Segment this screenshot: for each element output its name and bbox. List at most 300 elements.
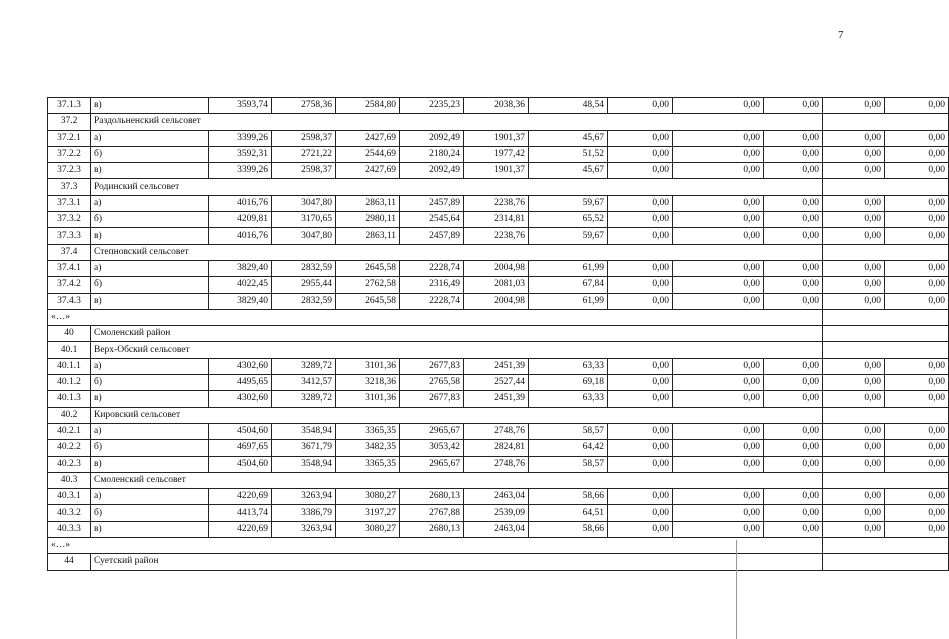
section-row [48,179,949,195]
row-label: а) [91,358,209,374]
table-cell: 0,00 [764,212,823,228]
table-cell: 3365,35 [336,456,400,472]
table-cell: 1901,37 [464,130,529,146]
section-title: Раздольненский сельсовет [91,114,823,130]
row-label: а) [91,423,209,439]
ellipsis-row [48,538,949,554]
table-cell: 0,00 [608,163,673,179]
table-cell: 59,67 [529,228,608,244]
table-cell: 2228,74 [400,293,464,309]
section-row [48,472,949,488]
table-cell: 2081,03 [464,277,529,293]
table-cell: 2863,11 [336,195,400,211]
table-cell: 2680,13 [400,521,464,537]
table-cell: 2584,80 [336,98,400,114]
table-cell: 0,00 [608,456,673,472]
row-label: в) [91,521,209,537]
table-cell: 59,67 [529,195,608,211]
table-cell: 2758,36 [272,98,336,114]
table-cell: 0,00 [823,521,885,537]
table-cell: 2598,37 [272,163,336,179]
table-cell: 67,84 [529,277,608,293]
table-cell: 3386,79 [272,505,336,521]
row-code: 37.3.2 [48,212,91,228]
section-code: 40.3 [48,472,91,488]
row-label: б) [91,212,209,228]
table-cell: 3289,72 [272,391,336,407]
table-cell: 2004,98 [464,260,529,276]
table-cell: 58,57 [529,423,608,439]
table-cell: 0,00 [673,277,764,293]
table-cell: 2748,76 [464,456,529,472]
table-row [48,456,949,472]
table-cell: 3671,79 [272,440,336,456]
table-cell: 3548,94 [272,423,336,439]
table-cell: 2180,24 [400,146,464,162]
table-cell: 0,00 [823,146,885,162]
table-cell: 0,00 [608,521,673,537]
table-cell: 4022,45 [209,277,272,293]
section-row [48,326,949,342]
page-number: 7 [838,29,844,41]
row-code: 37.4.2 [48,277,91,293]
table-cell: 0,00 [885,277,949,293]
row-label: в) [91,391,209,407]
table-cell [823,554,949,570]
table-cell: 0,00 [764,98,823,114]
table-cell: 0,00 [608,375,673,391]
table-cell: 2762,58 [336,277,400,293]
row-label: в) [91,163,209,179]
table-cell: 0,00 [885,423,949,439]
table-cell: 2457,89 [400,195,464,211]
section-code: 40 [48,326,91,342]
table-cell: 0,00 [885,293,949,309]
table-cell: 4220,69 [209,521,272,537]
row-label: в) [91,456,209,472]
table-cell: 3592,31 [209,146,272,162]
table-cell: 0,00 [673,212,764,228]
table-cell: 0,00 [673,130,764,146]
table-cell: 3482,35 [336,440,400,456]
table-cell: 2677,83 [400,358,464,374]
table-cell: 0,00 [823,293,885,309]
tariff-table [47,97,949,571]
table-cell: 3080,27 [336,489,400,505]
table-cell: 0,00 [764,277,823,293]
table-cell [823,309,949,325]
table-cell: 0,00 [764,489,823,505]
row-label: а) [91,489,209,505]
table-cell: 3101,36 [336,391,400,407]
table-cell [823,342,949,358]
table-row [48,146,949,162]
table-cell: 4016,76 [209,228,272,244]
table-cell: 4016,76 [209,195,272,211]
table-cell: 1977,42 [464,146,529,162]
table-cell: 0,00 [764,391,823,407]
table-cell: 4495,65 [209,375,272,391]
table-cell: 64,42 [529,440,608,456]
table-row [48,98,949,114]
table-cell: 58,57 [529,456,608,472]
table-cell: 45,67 [529,163,608,179]
table-cell: 3548,94 [272,456,336,472]
table-cell: 3289,72 [272,358,336,374]
table-cell: 2965,67 [400,456,464,472]
table-cell: 2832,59 [272,260,336,276]
table-cell: 0,00 [764,195,823,211]
table-cell: 64,51 [529,505,608,521]
table-cell: 0,00 [885,130,949,146]
table-cell: 0,00 [673,505,764,521]
table-cell: 0,00 [764,505,823,521]
table-row [48,375,949,391]
table-cell: 0,00 [608,489,673,505]
table-cell: 3399,26 [209,130,272,146]
table-cell: 2427,69 [336,163,400,179]
table-cell: 0,00 [885,228,949,244]
table-cell: 0,00 [885,195,949,211]
table-row [48,521,949,537]
table-cell: 2863,11 [336,228,400,244]
table-cell: 4209,81 [209,212,272,228]
table-cell: 0,00 [673,375,764,391]
table-cell: 2316,49 [400,277,464,293]
table-cell: 0,00 [823,423,885,439]
table-cell [823,407,949,423]
table-cell: 2765,58 [400,375,464,391]
table-cell: 2314,81 [464,212,529,228]
table-cell: 3399,26 [209,163,272,179]
table-row [48,195,949,211]
scan-line [736,540,737,639]
table-row [48,130,949,146]
table-cell: 2092,49 [400,130,464,146]
table-cell: 3829,40 [209,293,272,309]
table-cell: 61,99 [529,293,608,309]
table-row [48,358,949,374]
table-cell: 0,00 [885,375,949,391]
table-cell: 0,00 [608,212,673,228]
table-cell: 3197,27 [336,505,400,521]
ellipsis-row [48,309,949,325]
row-code: 40.3.3 [48,521,91,537]
table-cell: 0,00 [764,146,823,162]
table-cell: 0,00 [673,146,764,162]
table-cell: 2748,76 [464,423,529,439]
table-row [48,440,949,456]
section-code: 40.1 [48,342,91,358]
table-cell: 2545,64 [400,212,464,228]
table-cell: 2004,98 [464,293,529,309]
table-cell: 0,00 [608,423,673,439]
table-cell: 2228,74 [400,260,464,276]
table-cell: 48,54 [529,98,608,114]
row-label: а) [91,195,209,211]
table-cell: 2721,22 [272,146,336,162]
table-cell: 2451,39 [464,391,529,407]
table-cell: 0,00 [823,489,885,505]
table-cell [823,179,949,195]
table-cell: 0,00 [673,456,764,472]
section-title: Степновский сельсовет [91,244,823,260]
table-cell: 0,00 [608,195,673,211]
table-cell: 3593,74 [209,98,272,114]
table-cell: 4697,65 [209,440,272,456]
row-label: в) [91,293,209,309]
table-cell: 0,00 [608,260,673,276]
table-cell: 0,00 [608,391,673,407]
table-cell: 0,00 [673,440,764,456]
row-code: 40.3.1 [48,489,91,505]
table-cell: 2463,04 [464,521,529,537]
row-code: 37.3.1 [48,195,91,211]
row-code: 40.3.2 [48,505,91,521]
table-cell: 2955,44 [272,277,336,293]
table-cell: 0,00 [608,293,673,309]
table-cell: 0,00 [885,489,949,505]
table-cell: 0,00 [673,195,764,211]
table-cell: 0,00 [608,440,673,456]
table-cell: 0,00 [673,163,764,179]
table-cell: 0,00 [823,277,885,293]
row-code: 40.1.1 [48,358,91,374]
table-row [48,505,949,521]
section-title: Кировский сельсовет [91,407,823,423]
table-cell: 0,00 [764,163,823,179]
table-cell: 0,00 [823,195,885,211]
table-cell: 0,00 [764,293,823,309]
row-code: 37.4.3 [48,293,91,309]
table-cell: 2980,11 [336,212,400,228]
table-cell: 0,00 [673,521,764,537]
table-cell: 2539,09 [464,505,529,521]
table-cell: 3218,36 [336,375,400,391]
table-cell: 0,00 [673,293,764,309]
row-label: б) [91,440,209,456]
table-cell: 0,00 [608,228,673,244]
section-code: 40.2 [48,407,91,423]
table-cell: 58,66 [529,489,608,505]
row-code: 40.1.3 [48,391,91,407]
table-cell: 2824,81 [464,440,529,456]
table-cell: 0,00 [764,260,823,276]
table-cell: 3053,42 [400,440,464,456]
section-title: Суетский район [91,554,823,570]
table-cell: 2965,67 [400,423,464,439]
table-cell [823,538,949,554]
table-cell: 51,52 [529,146,608,162]
table-cell: 0,00 [764,521,823,537]
table-row [48,489,949,505]
table-cell: 3080,27 [336,521,400,537]
table-row [48,277,949,293]
table-cell: 2092,49 [400,163,464,179]
table-cell: 4504,60 [209,456,272,472]
table-cell: 3365,35 [336,423,400,439]
table-cell: 0,00 [608,98,673,114]
table-cell: 3829,40 [209,260,272,276]
table-cell: 0,00 [764,358,823,374]
table-cell: 2677,83 [400,391,464,407]
row-code: 40.2.3 [48,456,91,472]
table-row [48,293,949,309]
table-row [48,212,949,228]
section-code: 44 [48,554,91,570]
table-cell: 4302,60 [209,358,272,374]
table-cell: 0,00 [823,260,885,276]
table-cell: 2451,39 [464,358,529,374]
table-cell: 0,00 [764,423,823,439]
table-cell: 63,33 [529,391,608,407]
table-row [48,163,949,179]
table-cell: 0,00 [885,456,949,472]
table-cell: 0,00 [608,358,673,374]
table-cell [823,114,949,130]
section-title: Родинский сельсовет [91,179,823,195]
table-cell: 0,00 [823,505,885,521]
table-cell: 2235,23 [400,98,464,114]
table-cell: 4413,74 [209,505,272,521]
table-cell: 0,00 [673,391,764,407]
row-label: б) [91,146,209,162]
table-cell: 2527,44 [464,375,529,391]
row-code: 40.1.2 [48,375,91,391]
section-title: Смоленский сельсовет [91,472,823,488]
table-cell: 3170,65 [272,212,336,228]
table-cell [823,326,949,342]
row-code: 37.2.3 [48,163,91,179]
table-row [48,228,949,244]
table-cell: 0,00 [608,146,673,162]
table-cell: 3047,80 [272,228,336,244]
table-cell: 0,00 [764,375,823,391]
section-row [48,554,949,570]
row-label: б) [91,375,209,391]
row-code: 37.2.1 [48,130,91,146]
table-cell: 2598,37 [272,130,336,146]
table-cell: 2038,36 [464,98,529,114]
table-cell: 0,00 [823,163,885,179]
table-cell: 0,00 [885,440,949,456]
ellipsis-mark: «…» [48,309,823,325]
table-cell: 3263,94 [272,489,336,505]
table-cell: 0,00 [764,456,823,472]
row-label: б) [91,277,209,293]
table-cell: 4220,69 [209,489,272,505]
table-cell: 0,00 [673,228,764,244]
section-code: 37.2 [48,114,91,130]
table-cell: 2463,04 [464,489,529,505]
table-cell: 4302,60 [209,391,272,407]
table-cell: 65,52 [529,212,608,228]
section-title: Смоленский район [91,326,823,342]
table-cell: 0,00 [673,423,764,439]
section-title: Верх-Обский сельсовет [91,342,823,358]
table-cell: 0,00 [764,228,823,244]
table-cell: 0,00 [673,98,764,114]
table-cell: 0,00 [885,505,949,521]
table-cell: 0,00 [673,489,764,505]
table-cell: 0,00 [885,163,949,179]
table-cell: 58,66 [529,521,608,537]
section-row [48,407,949,423]
table-cell: 0,00 [608,277,673,293]
table-cell: 2767,88 [400,505,464,521]
section-code: 37.3 [48,179,91,195]
row-label: б) [91,505,209,521]
table-cell: 3412,57 [272,375,336,391]
table-cell: 0,00 [885,391,949,407]
row-label: в) [91,98,209,114]
table-cell: 2427,69 [336,130,400,146]
table-cell: 0,00 [823,212,885,228]
table-cell: 0,00 [885,98,949,114]
table-cell: 2457,89 [400,228,464,244]
table-cell: 0,00 [823,375,885,391]
table-cell: 2238,76 [464,195,529,211]
table-cell: 0,00 [673,358,764,374]
table-cell: 0,00 [823,440,885,456]
table-cell: 3101,36 [336,358,400,374]
table-cell: 1901,37 [464,163,529,179]
row-code: 37.4.1 [48,260,91,276]
table-cell: 0,00 [885,146,949,162]
table-cell: 0,00 [823,98,885,114]
table-cell [823,472,949,488]
row-code: 37.2.2 [48,146,91,162]
row-label: в) [91,228,209,244]
table-row [48,391,949,407]
table-row [48,260,949,276]
section-row [48,244,949,260]
table-cell: 45,67 [529,130,608,146]
table-cell: 2544,69 [336,146,400,162]
table-cell: 0,00 [608,130,673,146]
table-cell: 0,00 [823,228,885,244]
table-cell: 0,00 [823,456,885,472]
row-code: 37.1.3 [48,98,91,114]
table-cell: 2238,76 [464,228,529,244]
table-cell: 2832,59 [272,293,336,309]
table-cell: 0,00 [885,358,949,374]
table-cell: 4504,60 [209,423,272,439]
table-row [48,423,949,439]
table-cell: 2680,13 [400,489,464,505]
table-cell: 61,99 [529,260,608,276]
table-cell: 69,18 [529,375,608,391]
table-cell: 0,00 [764,130,823,146]
section-row [48,342,949,358]
row-code: 40.2.1 [48,423,91,439]
table-cell: 2645,58 [336,260,400,276]
table-cell: 0,00 [764,440,823,456]
row-code: 40.2.2 [48,440,91,456]
table-cell [823,244,949,260]
row-code: 37.3.3 [48,228,91,244]
table-body [48,98,949,571]
ellipsis-mark: «…» [48,538,823,554]
row-label: а) [91,130,209,146]
table-cell: 0,00 [885,212,949,228]
row-label: а) [91,260,209,276]
table-cell: 0,00 [885,521,949,537]
section-code: 37.4 [48,244,91,260]
table-cell: 0,00 [885,260,949,276]
table-cell: 0,00 [823,391,885,407]
table-cell: 0,00 [673,260,764,276]
